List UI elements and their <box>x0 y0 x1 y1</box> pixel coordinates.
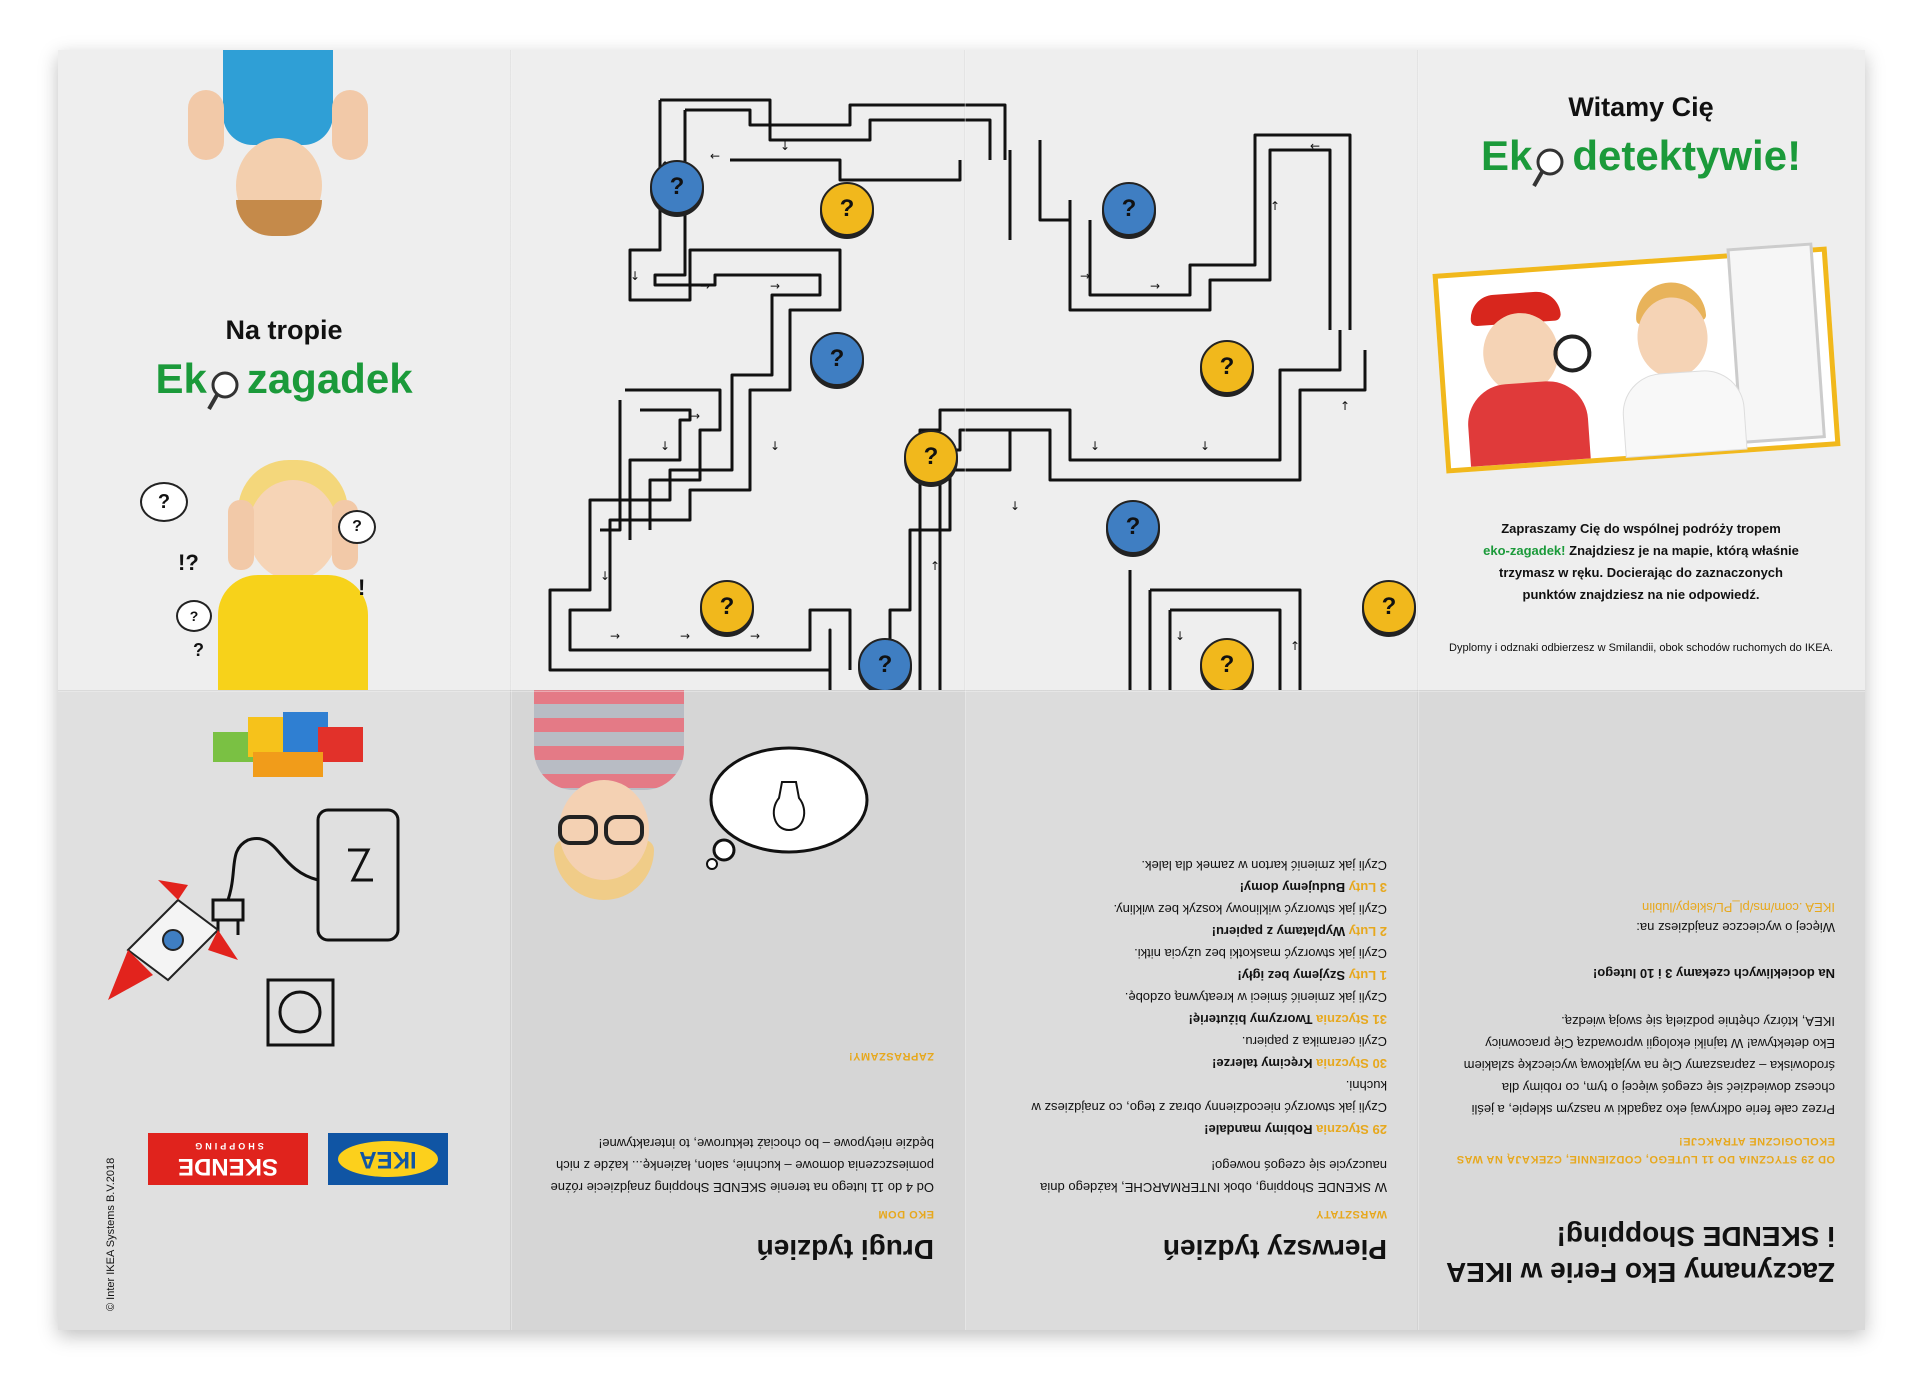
question-coin-blue[interactable]: ? <box>650 160 704 214</box>
svg-text:↓: ↓ <box>1090 439 1101 453</box>
week2-content <box>510 690 964 1330</box>
start-panel <box>1417 690 1865 1330</box>
cover-title-line1: Na tropie <box>225 315 343 345</box>
question-mark-icon: ? <box>193 640 204 660</box>
schedule-name: Budujemy domy! <box>1239 880 1346 895</box>
pickup-note: Dyplomy i odznaki odbierzesz w Smilandii, obok schodów ruchomych do IKEA. <box>1449 642 1833 654</box>
svg-text:↓: ↓ <box>630 269 641 283</box>
cover-title-post: zagadek <box>246 355 413 402</box>
schedule-name: Robimy mandale! <box>1204 1122 1313 1137</box>
week1-schedule <box>987 854 1387 1140</box>
svg-text:↓: ↓ <box>1200 439 1211 453</box>
start-title: Zaczynamy Eko Ferie w IKEA i SKENDE Shopping! <box>1447 1221 1835 1288</box>
welcome-intro-line1: Zapraszamy Cię do wspólnej podróży tropem <box>1501 521 1781 536</box>
welcome-intro-line2 <box>1417 540 1865 562</box>
question-coin-blue[interactable]: ? <box>858 638 912 690</box>
welcome-title-pre: Ek <box>1480 132 1533 179</box>
schedule-date: 2 Luty <box>1348 924 1387 939</box>
girl-with-glasses-photo <box>524 690 694 900</box>
schedule-date: 3 Luty <box>1348 880 1387 895</box>
week1-title: Pierwszy tydzień <box>1162 1234 1387 1265</box>
svg-text:→: → <box>680 629 691 643</box>
question-coin-gold[interactable]: ? <box>700 580 754 634</box>
exclamation-icon: ! <box>358 575 366 600</box>
start-tagline: OD 29 STYCZNIA DO 11 LUTEGO, CODZIENNIE, CZEKAJĄ NA WAS EKOLOGICZNE ATRAKCJE! <box>1456 1135 1835 1165</box>
question-coin-blue[interactable]: ? <box>1102 182 1156 236</box>
welcome-title-line2 <box>1417 132 1865 186</box>
svg-text:←: ← <box>1310 139 1321 153</box>
welcome-intro-line4: punktów znajdziesz na nie odpowiedź. <box>1522 587 1760 602</box>
svg-text:↓: ↓ <box>660 439 671 453</box>
schedule-desc: Czyli jak stworzyć maskotki bez użycia nitki. <box>1134 946 1387 961</box>
svg-text:→: → <box>690 409 701 423</box>
schedule-desc: Czyli ceramika z papieru. <box>1241 1034 1387 1049</box>
week1-content <box>964 690 1417 1330</box>
schedule-desc: Czyli jak zmienić śmieci w kreatywną ozdobę. <box>1124 990 1387 1005</box>
question-bubble-icon: ? <box>140 482 188 522</box>
start-body: Przez całe ferie odkrywaj eko zagadki w naszym sklepie, a jeśli chcesz dowiedzieć się czegoś więcej o tym, co robimy dla środowiska – zapraszamy Cię na wyjątkową wycieczkę szlakiem Eko detektywa! W tajniki ekologii wprowadzą Cię pracownicy IKEA, którzy chętnie podzielą się swoją wiedzą. <box>1463 1014 1835 1117</box>
magnifier-icon <box>1532 146 1572 186</box>
week2-title: Drugi tydzień <box>756 1234 934 1265</box>
svg-text:↑: ↑ <box>1290 639 1301 653</box>
question-coin-gold[interactable]: ? <box>1362 580 1416 634</box>
skende-logo <box>148 1133 308 1185</box>
detective-kids-photo <box>1433 246 1841 473</box>
question-coin-blue[interactable]: ? <box>810 332 864 386</box>
magnifier-icon <box>207 369 247 409</box>
eko-zagadek-highlight: eko-zagadek! <box>1483 543 1566 558</box>
start-closing: Na dociekliwych czekamy 3 i 10 lutego! <box>1592 966 1835 981</box>
svg-text:↑: ↑ <box>1270 199 1281 213</box>
svg-text:↓: ↓ <box>770 439 781 453</box>
brochure-sheet <box>58 50 1865 1330</box>
start-content <box>1417 690 1865 1330</box>
week1-intro: W SKENDE Shopping, obok INTERMARCHE, każdego dnia nauczycie się czegoś nowego! <box>1040 1158 1387 1195</box>
ikea-logo <box>328 1133 448 1185</box>
week2-panel <box>510 690 964 1330</box>
question-bubble-icon: ? <box>176 600 212 632</box>
svg-text:→: → <box>1080 269 1091 283</box>
lightbulb-bubble-icon <box>704 740 874 870</box>
ikea-logo-text: IKEA <box>338 1141 438 1177</box>
fold-line <box>58 690 1865 692</box>
svg-text:→: → <box>750 629 761 643</box>
exclamation-icon: !? <box>178 550 199 575</box>
skende-logo-sub: SHOPPING <box>192 1141 264 1151</box>
back-cover-panel <box>58 690 510 1330</box>
svg-text:↑: ↑ <box>930 559 941 573</box>
svg-text:←: ← <box>710 149 721 163</box>
svg-text:↓: ↓ <box>1175 629 1186 643</box>
schedule-desc: Czyli jak stworzyć wiklinowy koszyk bez wikliny. <box>1113 902 1387 917</box>
toy-blocks-image <box>213 712 363 782</box>
question-coin-gold[interactable]: ? <box>1200 638 1254 690</box>
svg-text:→: → <box>770 279 781 293</box>
cover-panel <box>58 50 510 690</box>
schedule-item <box>987 1030 1387 1074</box>
question-coin-gold[interactable]: ? <box>904 430 958 484</box>
welcome-intro-line3: trzymasz w ręku. Docierając do zaznaczonych <box>1499 565 1783 580</box>
svg-text:↓: ↓ <box>600 569 611 583</box>
week1-label: WARSZTATY <box>1315 1208 1387 1220</box>
question-coin-gold[interactable]: ? <box>1200 340 1254 394</box>
svg-text:→: → <box>700 279 711 293</box>
schedule-name: Kręcimy talerze! <box>1212 1056 1313 1071</box>
welcome-title-line1: Witamy Cię <box>1568 92 1714 122</box>
question-coin-blue[interactable]: ? <box>1106 500 1160 554</box>
welcome-intro <box>1417 518 1865 606</box>
schedule-item <box>987 986 1387 1030</box>
schedule-item <box>987 942 1387 986</box>
question-coin-gold[interactable]: ? <box>820 182 874 236</box>
week2-label: EKO DOM <box>877 1208 934 1220</box>
svg-text:↓: ↓ <box>1010 499 1021 513</box>
welcome-panel <box>1417 50 1865 690</box>
schedule-date: 30 Stycznia <box>1316 1056 1387 1071</box>
schedule-item <box>987 1074 1387 1140</box>
cover-title-line2 <box>58 355 510 409</box>
svg-text:↑: ↑ <box>1340 399 1351 413</box>
schedule-item <box>987 898 1387 942</box>
svg-text:→: → <box>610 629 621 643</box>
start-url-link[interactable]: IKEA .com/ms/pl_PL/sklepy/lublin <box>1642 900 1835 915</box>
question-bubble-icon: ? <box>338 510 376 544</box>
schedule-name: Wyplatamy z papieru! <box>1211 924 1346 939</box>
week2-invite: ZAPRASZAMY! <box>848 1050 934 1062</box>
svg-text:↓: ↓ <box>780 139 791 153</box>
upside-down-boy-photo <box>168 50 388 240</box>
welcome-title-post: detektywie! <box>1572 132 1802 179</box>
schedule-desc: Czyli jak stworzyć niecodzienny obraz z tego, co znajdziesz w kuchni. <box>1031 1078 1387 1115</box>
cover-title-pre: Ek <box>155 355 207 402</box>
welcome-intro-line2-text: Znajdziesz je na mapie, którą właśnie <box>1569 543 1799 558</box>
back-logos <box>148 1125 448 1185</box>
schedule-name: Tworzymy biżuterię! <box>1188 1012 1313 1027</box>
schedule-date: 29 Stycznia <box>1316 1122 1387 1137</box>
week2-body: Od 4 do 11 lutego na terenie SKENDE Shopping znajdziecie różne pomieszczenia domowe – kuchnie, salon, łazienkę... każde z nich będzie nietypowe – bo chociaż tekturowe, to interaktywne! <box>550 1136 934 1195</box>
start-more-info: Więcej o wycieczce znajdziesz na: <box>1636 920 1835 935</box>
rocket-and-plug-doodle <box>98 790 418 1050</box>
girl-covering-ears-photo <box>208 460 378 690</box>
schedule-date: 1 Luty <box>1348 968 1387 983</box>
svg-text:→: → <box>1150 279 1161 293</box>
schedule-desc: Czyli jak zmienić karton w zamek dla lalek. <box>1141 858 1387 873</box>
copyright-text: © Inter IKEA Systems B.V.2018 <box>105 1157 117 1311</box>
week1-panel <box>964 690 1417 1330</box>
schedule-date: 31 Stycznia <box>1316 1012 1387 1027</box>
schedule-name: Szyjemy bez igły! <box>1237 968 1346 983</box>
skende-logo-text: SKENDE <box>177 1153 279 1180</box>
schedule-item <box>987 854 1387 898</box>
